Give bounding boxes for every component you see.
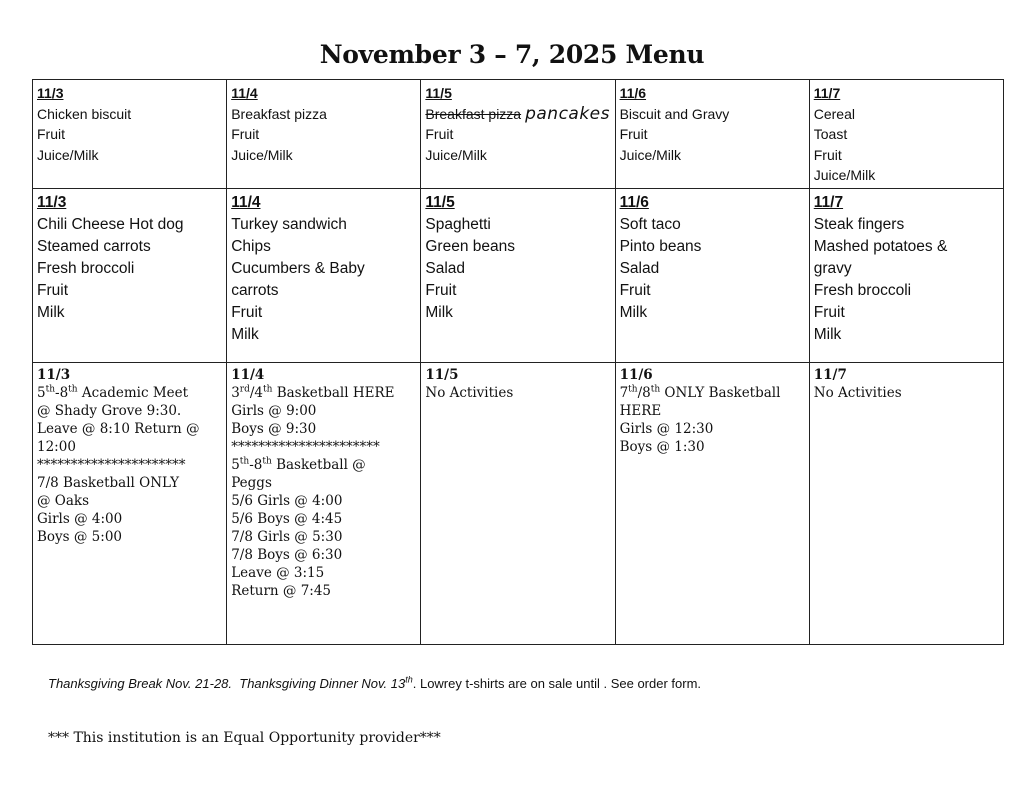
- menu-line: [231, 384, 415, 402]
- dinner-sup: th: [405, 674, 413, 685]
- menu-line: Return @ 7:45: [231, 582, 332, 599]
- text-segment: ONLY Basketball: [660, 384, 781, 401]
- activities-cell: [809, 362, 1003, 644]
- breakfast-cell: [33, 80, 227, 189]
- date-label: 11/5: [425, 366, 459, 383]
- menu-line: Spaghetti: [425, 215, 491, 233]
- page-title: November 3 – 7, 2025 Menu: [319, 40, 705, 69]
- superscript: rd: [239, 384, 250, 394]
- menu-line: Fruit: [425, 126, 454, 142]
- menu-line: Soft taco: [619, 215, 681, 233]
- text-segment: 3: [231, 384, 240, 401]
- menu-line: Fresh broccoli: [813, 281, 912, 299]
- date-label: 11/5: [425, 85, 452, 101]
- menu-line: Girls @ 9:00: [231, 402, 317, 419]
- tshirt-note: . Lowrey t-shirts are on sale until . See order form.: [412, 676, 702, 691]
- menu-line: HERE: [619, 402, 662, 419]
- breakfast-row: [33, 80, 1004, 189]
- activities-cell: [33, 362, 227, 644]
- date-label: 11/7: [813, 193, 844, 211]
- breakfast-cell: [809, 80, 1003, 189]
- menu-line: 7/8 Boys @ 6:30: [231, 546, 343, 563]
- superscript: th: [239, 456, 250, 466]
- date-label: 11/7: [813, 85, 841, 101]
- menu-line: Steak fingers: [813, 215, 905, 233]
- menu-line: Biscuit and Gravy: [619, 105, 730, 122]
- menu-line: Milk: [425, 303, 453, 321]
- menu-line: Fruit: [231, 126, 260, 142]
- handwritten-item: pancakes: [525, 103, 611, 124]
- menu-line: 7/8 Girls @ 5:30: [231, 528, 343, 545]
- text-segment: 7: [619, 384, 629, 401]
- menu-line: Juice/Milk: [37, 146, 99, 163]
- menu-line: @ Oaks: [37, 492, 90, 509]
- menu-line: Cereal: [813, 105, 855, 122]
- menu-line: Fresh broccoli: [37, 259, 135, 277]
- date-label: 11/4: [231, 193, 261, 211]
- lunch-cell: [227, 188, 421, 362]
- menu-line: Girls @ 4:00: [37, 510, 123, 527]
- date-label: 11/5: [425, 193, 455, 211]
- menu-line: Toast: [813, 126, 848, 142]
- menu-line: Juice/Milk: [813, 167, 876, 183]
- text-segment: /4: [249, 384, 263, 401]
- menu-line: Steamed carrots: [37, 237, 151, 255]
- menu-line: Fruit: [37, 281, 68, 299]
- menu-line: Pinto beans: [619, 237, 702, 255]
- superscript: th: [650, 384, 661, 394]
- menu-line: Fruit: [425, 281, 457, 299]
- activities-row: [33, 362, 1004, 644]
- thanksgiving-dinner: [239, 676, 412, 691]
- lunch-cell: [421, 188, 615, 362]
- menu-line: Salad: [619, 259, 660, 277]
- menu-line: Fruit: [619, 126, 648, 142]
- date-label: 11/3: [37, 366, 71, 383]
- date-label: 11/4: [231, 366, 265, 383]
- menu-line: 7/8 Basketball ONLY: [37, 474, 180, 491]
- superscript: th: [628, 384, 638, 394]
- text-segment: 5: [37, 384, 46, 401]
- menu-line: Milk: [619, 303, 648, 321]
- struck-line: [425, 104, 609, 125]
- menu-line: Breakfast pizza: [231, 105, 327, 122]
- superscript: th: [263, 384, 273, 394]
- menu-line: Boys @ 1:30: [619, 438, 705, 455]
- menu-line: **********************: [37, 456, 186, 473]
- lunch-cell: [615, 188, 809, 362]
- menu-line: Chips: [231, 237, 271, 255]
- menu-line: Boys @ 5:00: [37, 528, 123, 545]
- struck-item: Breakfast pizza: [425, 105, 522, 122]
- menu-line: [37, 384, 221, 402]
- superscript: th: [45, 384, 56, 394]
- dinner-text: Thanksgiving Dinner Nov. 13: [239, 676, 406, 691]
- menu-line: Fruit: [619, 281, 651, 299]
- date-label: 11/4: [231, 85, 258, 101]
- lunch-cell: [33, 188, 227, 362]
- menu-line: Girls @ 12:30: [619, 420, 714, 437]
- menu-line: **********************: [231, 438, 380, 455]
- text-segment: 5: [231, 456, 240, 473]
- lunch-cell: [809, 188, 1003, 362]
- superscript: th: [262, 456, 272, 466]
- menu-line: Fruit: [231, 303, 263, 321]
- menu-line: 5/6 Girls @ 4:00: [231, 492, 343, 509]
- breakfast-cell: [421, 80, 615, 189]
- menu-line: Fruit: [813, 303, 845, 321]
- text-segment: /8: [637, 384, 651, 401]
- date-label: 11/3: [37, 85, 64, 101]
- menu-line: @ Shady Grove 9:30.: [37, 402, 182, 419]
- menu-line: No Activities: [425, 384, 514, 401]
- breakfast-cell: [615, 80, 809, 189]
- menu-line: Boys @ 9:30: [231, 420, 317, 437]
- menu-table: [32, 79, 1004, 645]
- menu-line: Green beans: [425, 237, 515, 255]
- menu-line: Peggs: [231, 474, 272, 491]
- menu-line: Fruit: [37, 126, 65, 142]
- breakfast-cell: [227, 80, 421, 189]
- text-segment: Academic Meet: [77, 384, 189, 401]
- menu-line: Chili Cheese Hot dog: [37, 215, 184, 233]
- menu-line: gravy: [813, 259, 852, 277]
- text-segment: Basketball @: [271, 456, 366, 473]
- text-segment: -8: [249, 456, 263, 473]
- menu-line: Leave @ 8:10 Return @: [37, 420, 200, 437]
- date-label: 11/6: [619, 193, 649, 211]
- menu-line: Cucumbers & Baby: [231, 259, 365, 277]
- menu-line: Milk: [231, 325, 259, 343]
- menu-line: Turkey sandwich: [231, 215, 347, 233]
- menu-line: [231, 456, 415, 474]
- lunch-row: [33, 188, 1004, 362]
- menu-line: No Activities: [813, 384, 902, 401]
- menu-line: Mashed potatoes &: [813, 237, 948, 255]
- menu-line: Juice/Milk: [425, 146, 487, 163]
- menu-line: Juice/Milk: [619, 146, 682, 163]
- menu-line: Fruit: [813, 146, 842, 163]
- text-segment: Basketball HERE: [272, 384, 395, 401]
- date-label: 11/7: [813, 366, 847, 383]
- date-label: 11/6: [619, 85, 647, 101]
- text-segment: -8: [55, 384, 69, 401]
- menu-line: Salad: [425, 259, 466, 277]
- menu-line: [620, 384, 804, 402]
- date-label: 11/3: [37, 193, 67, 211]
- menu-line: Milk: [37, 303, 65, 321]
- footnote: [48, 676, 701, 691]
- menu-line: carrots: [231, 281, 279, 299]
- menu-line: Leave @ 3:15: [231, 564, 325, 581]
- activities-cell: [421, 362, 615, 644]
- equal-opportunity-statement: *** This institution is an Equal Opportunity provider***: [48, 730, 441, 746]
- activities-cell: [615, 362, 809, 644]
- menu-line: Juice/Milk: [231, 146, 293, 163]
- menu-line: Milk: [813, 325, 842, 343]
- superscript: th: [68, 384, 78, 394]
- thanksgiving-break: Thanksgiving Break Nov. 21-28.: [48, 676, 233, 691]
- date-label: 11/6: [619, 366, 653, 383]
- menu-line: Chicken biscuit: [37, 105, 132, 122]
- menu-line: 12:00: [37, 438, 76, 455]
- activities-cell: [227, 362, 421, 644]
- menu-line: 5/6 Boys @ 4:45: [231, 510, 343, 527]
